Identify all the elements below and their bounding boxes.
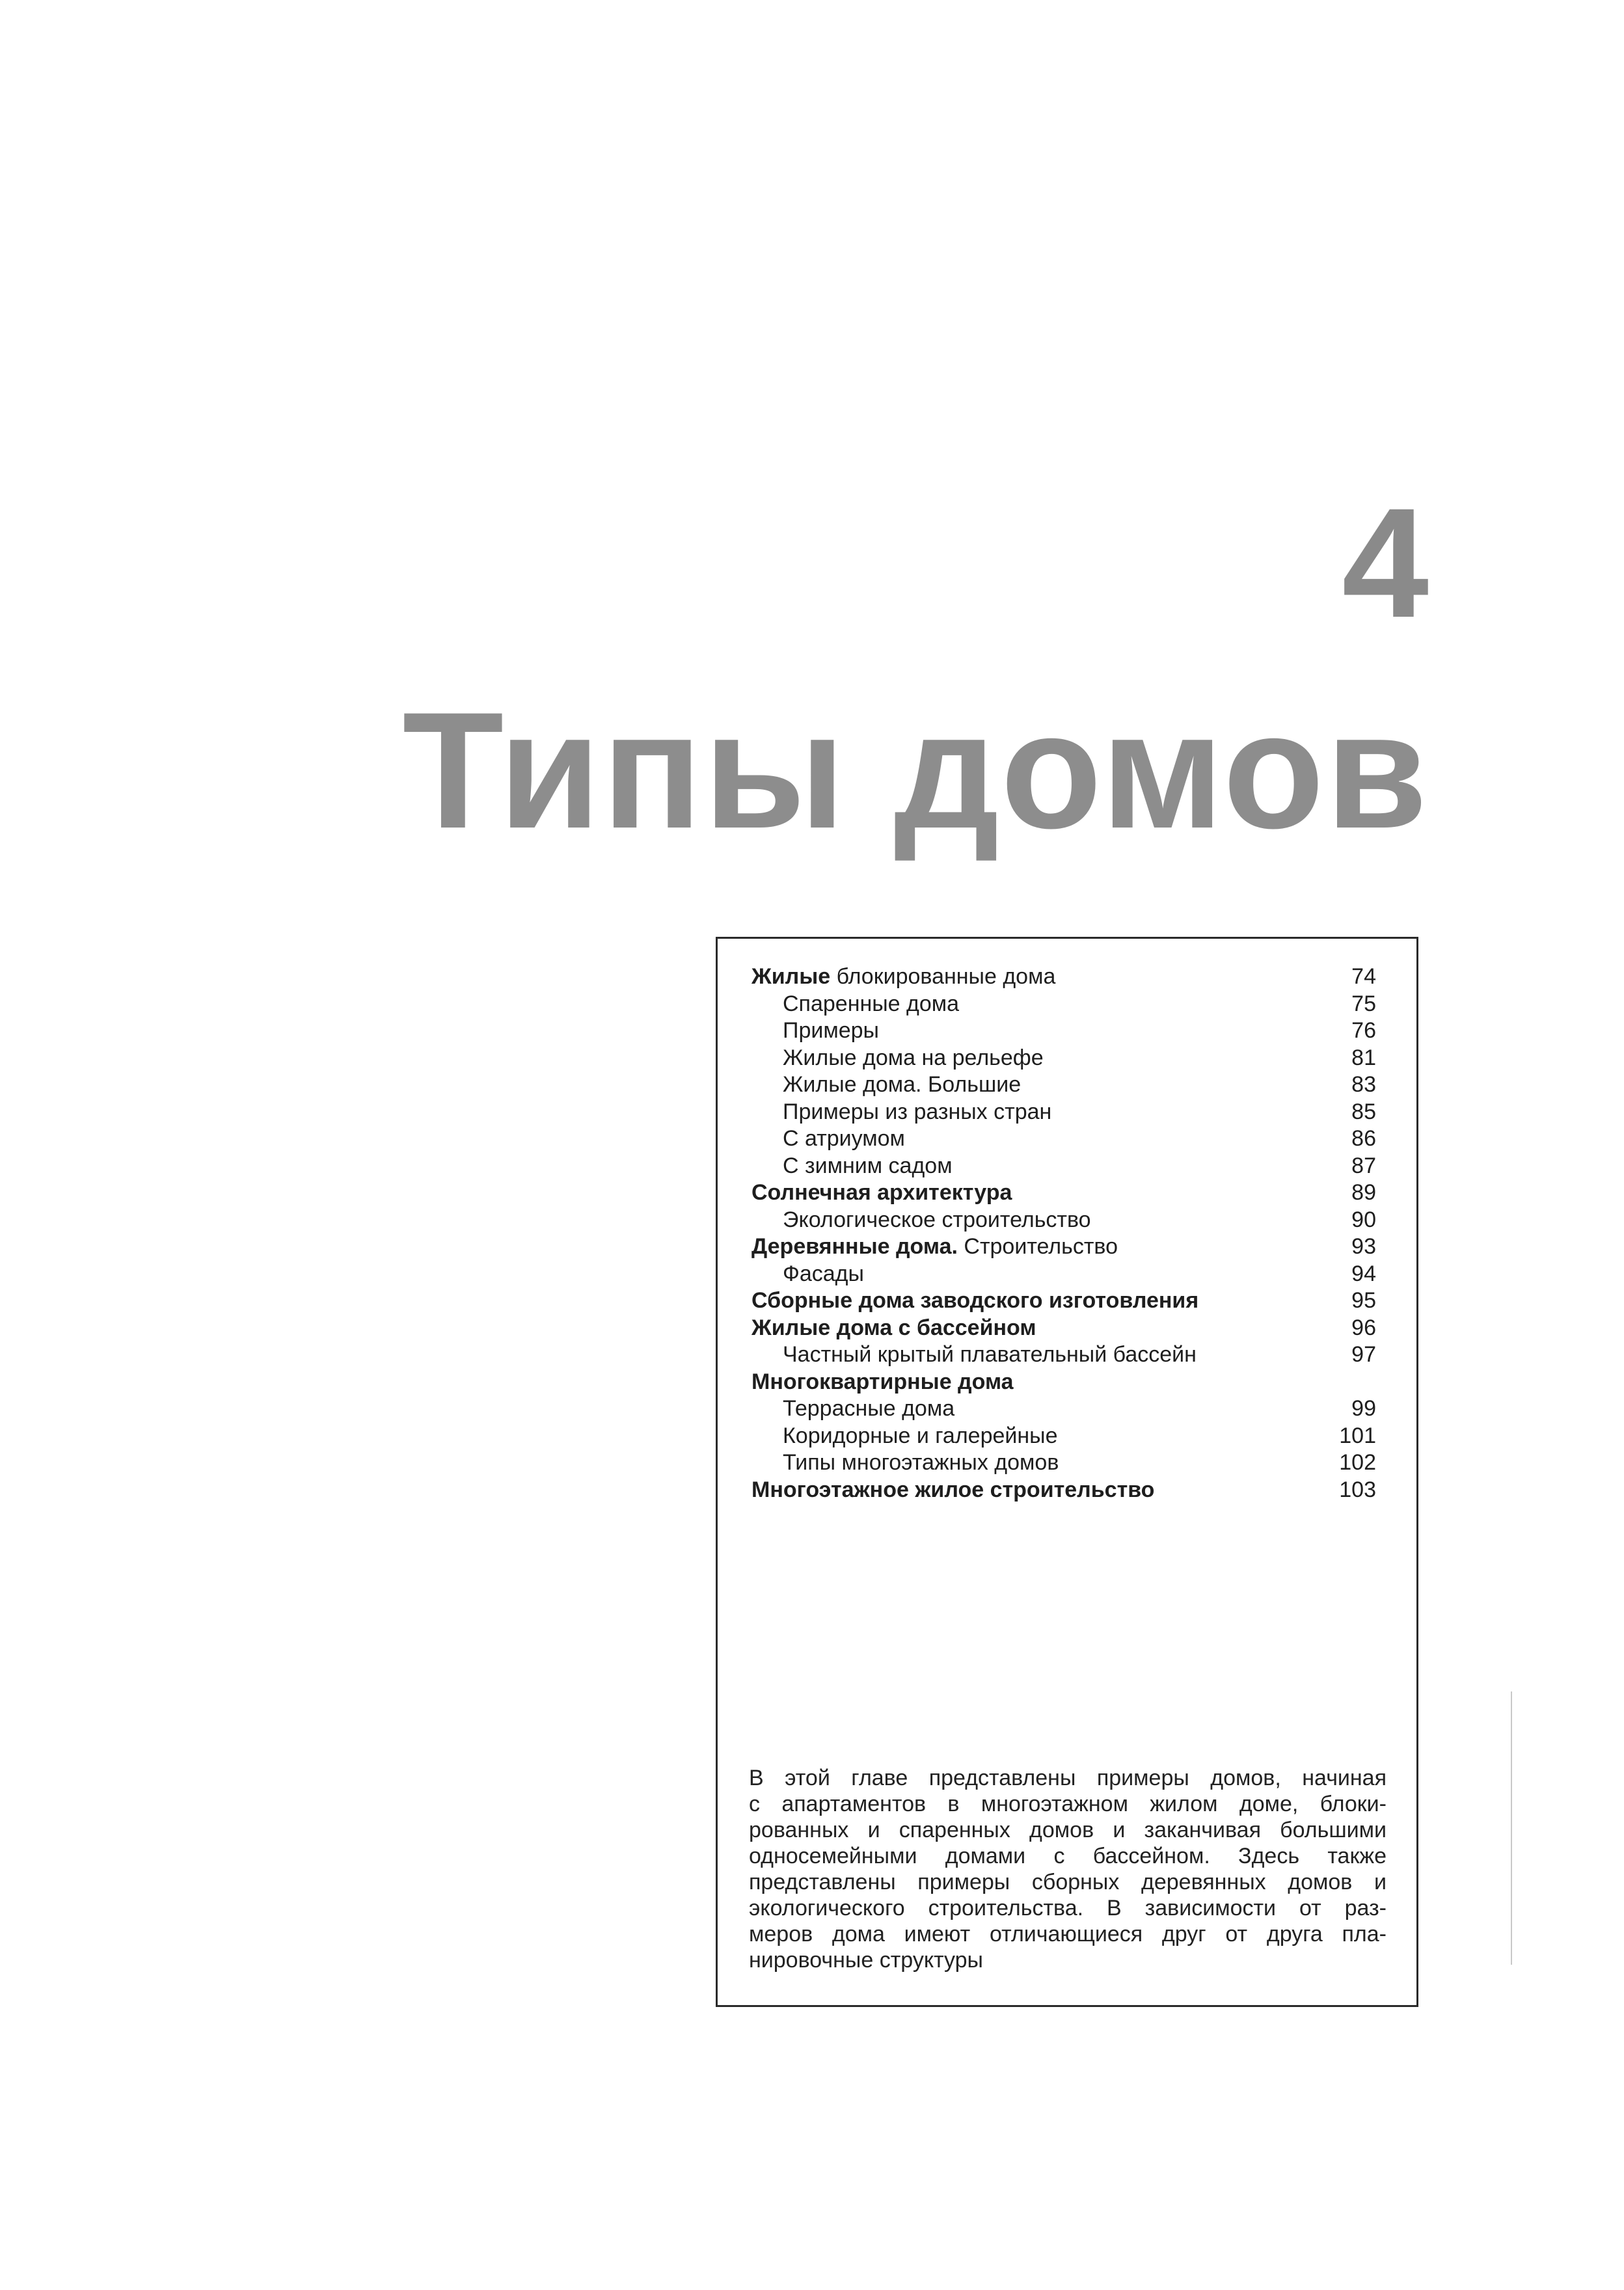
toc-entry-text: Частный крытый плавательный бассейн: [783, 1342, 1197, 1367]
toc-entry: [783, 991, 959, 1018]
summary-line: В этой главе представлены примеры домов, начиная: [749, 1766, 1387, 1790]
toc-page-number: 101: [1339, 1423, 1376, 1448]
toc-page-number: 96: [1351, 1315, 1376, 1340]
toc-entry-text: Типы многоэтажных домов: [783, 1450, 1059, 1475]
toc-entry: [783, 1099, 1051, 1126]
toc-page-number: 102: [1339, 1450, 1376, 1475]
toc-page-number: 97: [1351, 1342, 1376, 1367]
summary-line: меров дома имеют отличающиеся друг от друга пла-: [749, 1922, 1387, 1946]
toc-entry: [751, 1477, 1154, 1504]
toc-row: [751, 1071, 1376, 1099]
toc-entry-text: Коридорные и галерейные: [783, 1423, 1058, 1448]
toc-entry-bold: Жилые: [751, 964, 831, 989]
toc-row: [751, 1449, 1376, 1477]
toc-page-number: 76: [1351, 1018, 1376, 1043]
summary-line: представлены примеры сборных деревянных домов и: [749, 1870, 1387, 1894]
toc-row: [751, 1017, 1376, 1045]
toc-entry-bold: Сборные дома заводского изготовления: [751, 1288, 1199, 1313]
toc-page-number: 83: [1351, 1072, 1376, 1097]
toc-entry-text: Экологическое строительство: [783, 1207, 1091, 1232]
toc-row: [751, 1369, 1376, 1396]
margin-rule: [1511, 1691, 1512, 1965]
toc-entry-bold: Многоэтажное жилое строительство: [751, 1477, 1155, 1502]
toc-row: [751, 1341, 1376, 1369]
toc-row: [751, 1287, 1376, 1315]
toc-entry-text: Фасады: [783, 1261, 864, 1286]
toc-row: [751, 1153, 1376, 1180]
toc-entry: [783, 1045, 1044, 1072]
toc-row: [751, 991, 1376, 1018]
chapter-summary: [749, 1765, 1387, 1973]
toc-row: [751, 1045, 1376, 1072]
toc-entry: [783, 1449, 1059, 1477]
toc-row: [751, 1315, 1376, 1342]
toc-entry-text: Примеры из разных стран: [783, 1099, 1052, 1124]
toc-entry: [783, 1341, 1197, 1369]
chapter-number: 4: [1342, 476, 1429, 650]
toc-row: [751, 1395, 1376, 1423]
toc-entry: [751, 1369, 1014, 1396]
toc-row: [751, 1207, 1376, 1234]
summary-line: экологического строительства. В зависимости от раз-: [749, 1896, 1387, 1920]
toc-page-number: 94: [1351, 1261, 1376, 1286]
toc-entry-bold: Солнечная архитектура: [751, 1180, 1012, 1205]
toc-entry-text: Примеры: [783, 1018, 879, 1043]
toc-row: [751, 1423, 1376, 1450]
toc-page-number: 103: [1339, 1477, 1376, 1502]
toc-entry-text: Строительство: [957, 1234, 1118, 1259]
toc-entry: [751, 1315, 1036, 1342]
toc-entry: [783, 1153, 953, 1180]
toc-row: [751, 1125, 1376, 1153]
summary-line: с апартаментов в многоэтажном жилом доме, блоки-: [749, 1792, 1387, 1816]
toc-row: [751, 1179, 1376, 1207]
toc-entry-text: Спаренные дома: [783, 991, 960, 1016]
contents-box: [716, 937, 1418, 2007]
toc-entry-bold: Жилые дома с бассейном: [751, 1315, 1036, 1340]
toc-entry-text: С зимним садом: [783, 1153, 953, 1178]
toc-entry: [783, 1071, 1021, 1099]
toc-entry-text: С атриумом: [783, 1126, 905, 1151]
toc-page-number: 87: [1351, 1153, 1376, 1178]
toc-entry: [751, 1233, 1118, 1261]
toc-row: [751, 1261, 1376, 1288]
toc-page-number: 81: [1351, 1045, 1376, 1070]
toc-row: [751, 1233, 1376, 1261]
toc-page-number: 99: [1351, 1396, 1376, 1421]
toc-page-number: 85: [1351, 1099, 1376, 1124]
toc-page-number: 86: [1351, 1126, 1376, 1151]
toc-entry: [783, 1017, 879, 1045]
toc-entry: [751, 963, 1055, 991]
toc-entry-text: Жилые дома на рельефе: [783, 1045, 1044, 1070]
toc-entry-bold: Многоквартирные дома: [751, 1369, 1014, 1394]
toc-page-number: 75: [1351, 991, 1376, 1016]
summary-line: односемейными домами с бассейном. Здесь также: [749, 1844, 1387, 1868]
toc-entry: [783, 1395, 954, 1423]
toc-row: [751, 1099, 1376, 1126]
toc-page-number: 95: [1351, 1288, 1376, 1313]
toc-page-number: 89: [1351, 1180, 1376, 1205]
table-of-contents: [751, 963, 1376, 1503]
toc-page-number: 93: [1351, 1234, 1376, 1259]
toc-entry: [751, 1287, 1198, 1315]
toc-entry-text: Жилые дома. Большие: [783, 1072, 1022, 1097]
toc-row: [751, 1477, 1376, 1504]
toc-entry-text: блокированные дома: [830, 964, 1056, 989]
toc-entry-text: Террасные дома: [783, 1396, 955, 1421]
toc-entry-bold: Деревянные дома.: [751, 1234, 958, 1259]
toc-entry: [751, 1179, 1012, 1207]
toc-entry: [783, 1261, 864, 1288]
chapter-title: Типы домов: [402, 678, 1429, 863]
toc-page-number: 74: [1351, 964, 1376, 989]
summary-line: рованных и спаренных домов и заканчивая большими: [749, 1818, 1387, 1842]
toc-entry: [783, 1423, 1058, 1450]
toc-row: [751, 963, 1376, 991]
toc-page-number: 90: [1351, 1207, 1376, 1232]
toc-entry: [783, 1207, 1091, 1234]
summary-line: нировочные структуры: [749, 1948, 983, 1973]
toc-entry: [783, 1125, 905, 1153]
